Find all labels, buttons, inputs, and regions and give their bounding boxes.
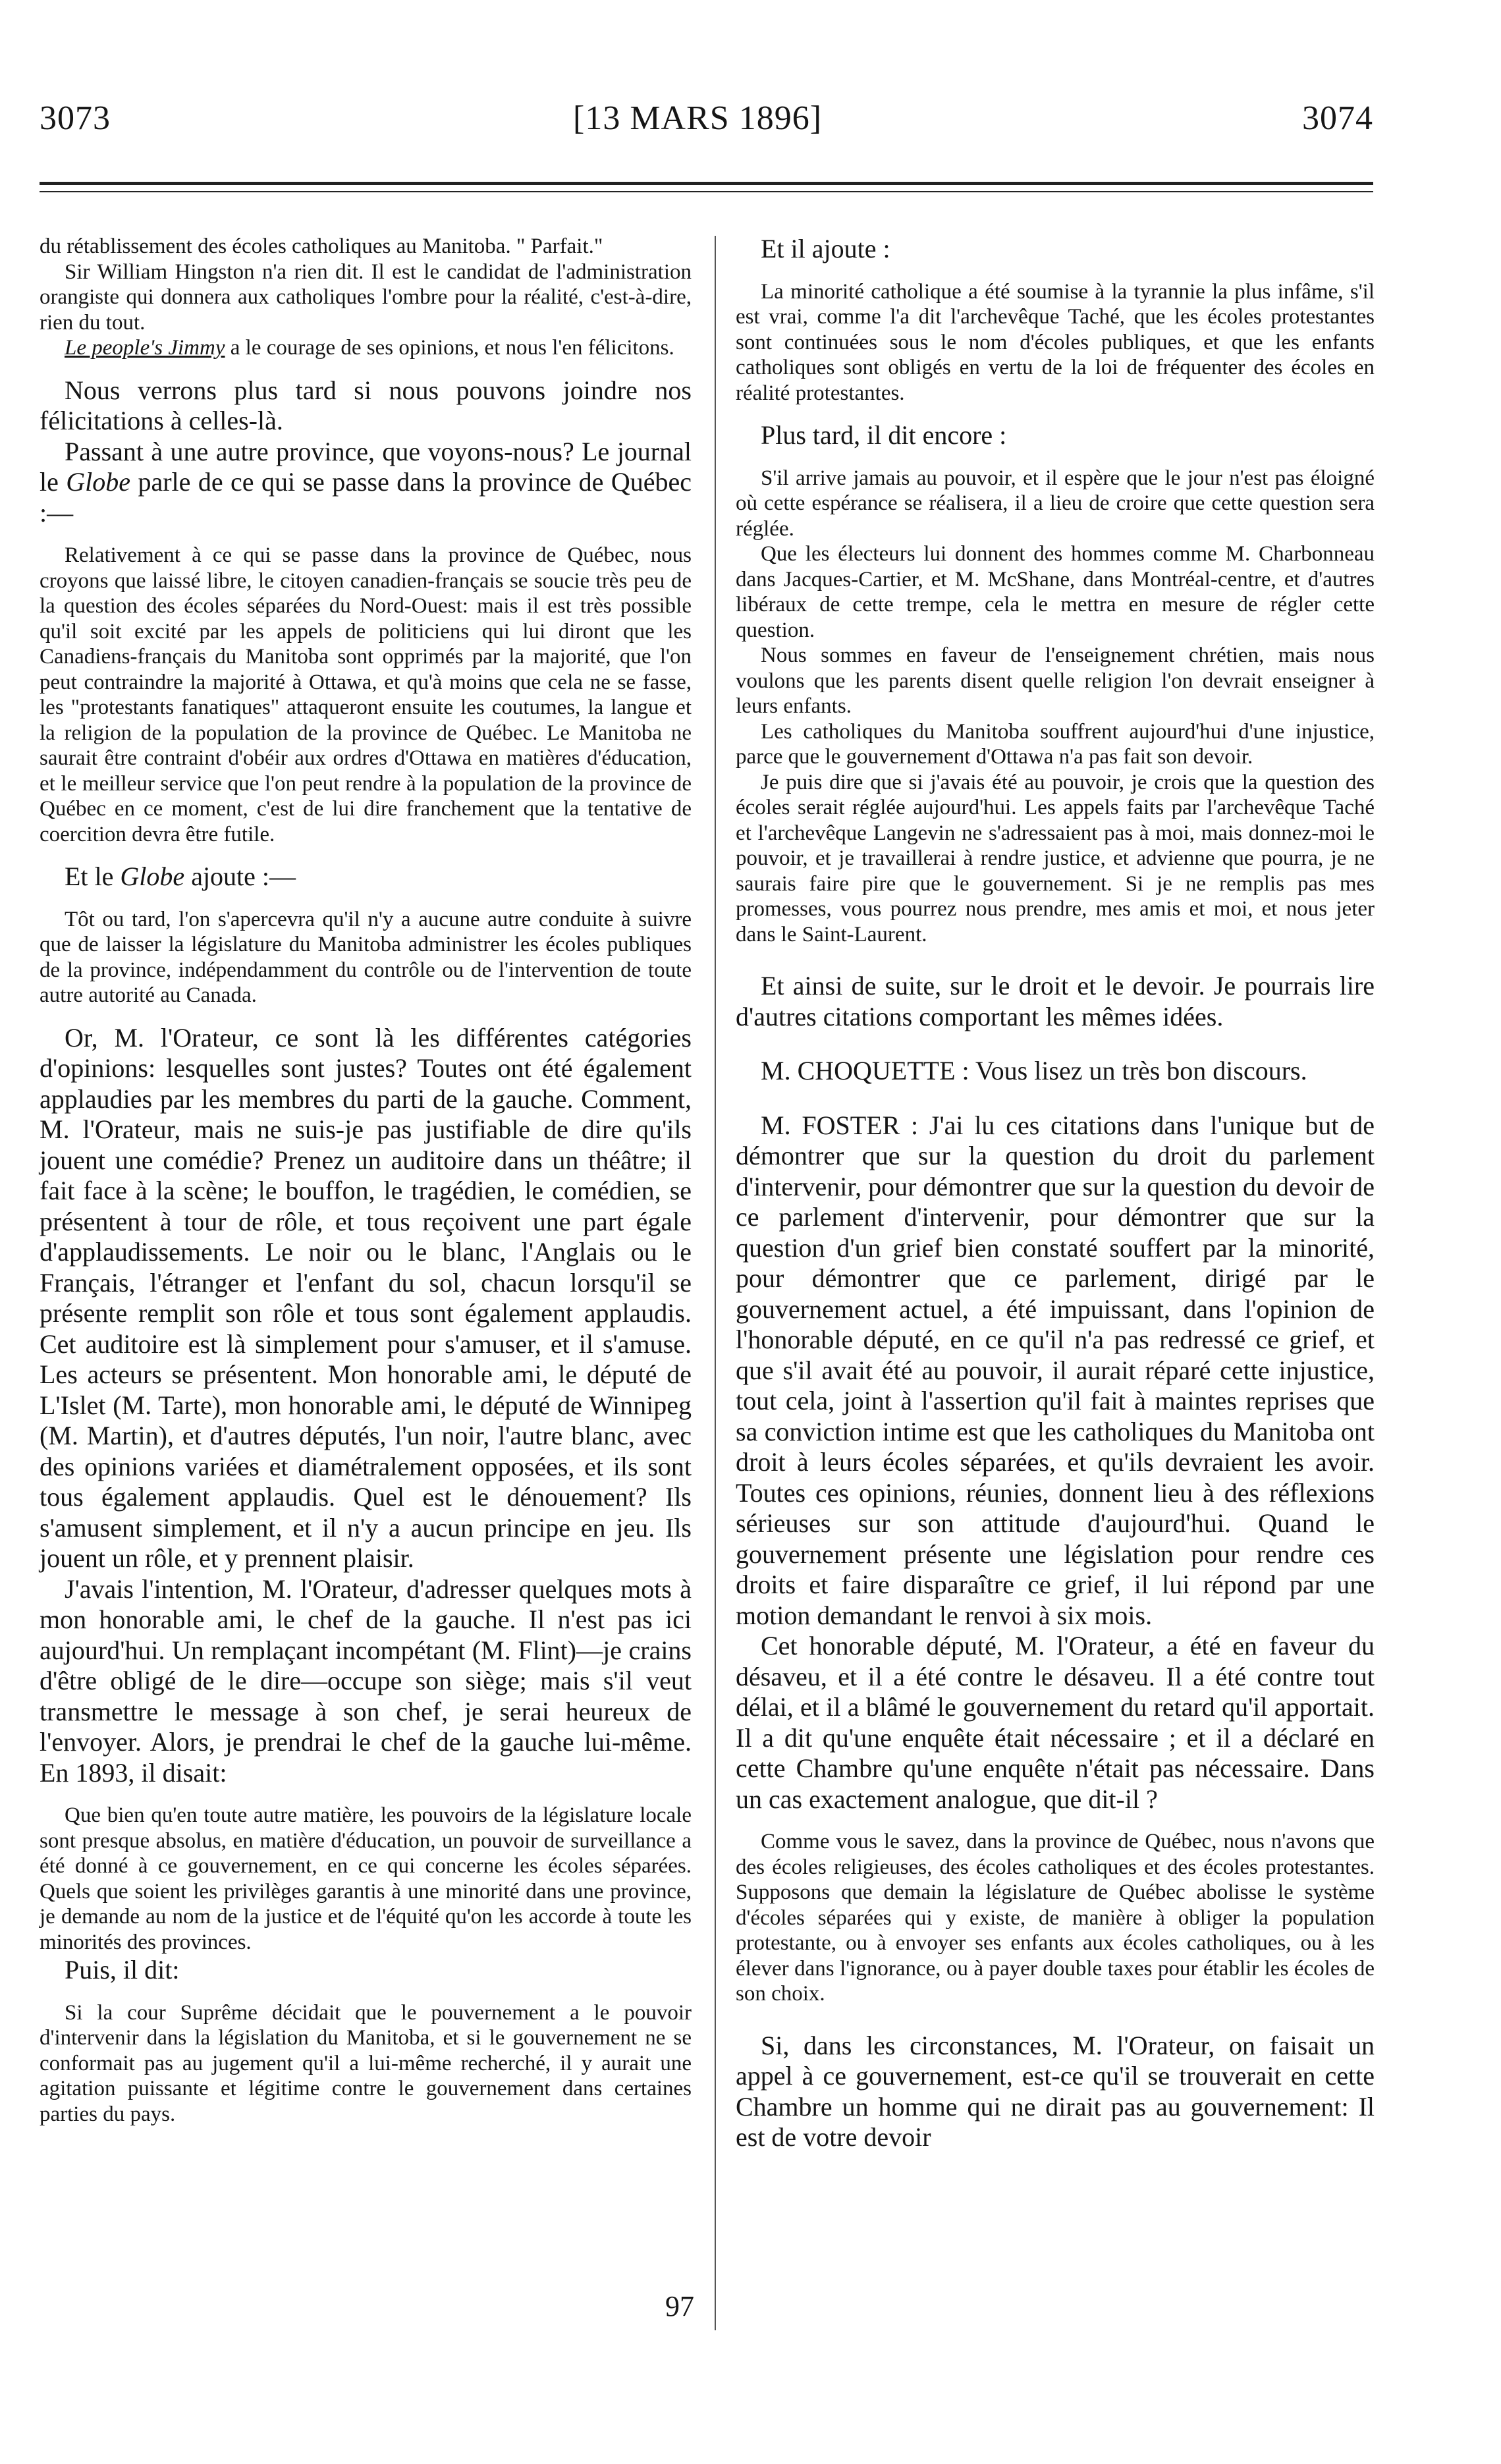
speaker-name: M. FOSTER : — [761, 1110, 919, 1140]
paragraph — [40, 862, 692, 892]
block-quote: Comme vous le savez, dans la province de Québec, nous n'avons que des écoles religieuses, des écoles catholiques et des écoles protestantes. Supposons que demain la législature de Québec abolisse le système d'écoles séparées qui y existe, de manière à obliger la population protestante, ou à envoyer ses enfants aux écoles catholiques, ou à les élever dans l'ignorance, ou à payer double taxes pour établir les écoles de son choix. — [736, 1830, 1375, 2006]
text-run: Vous lisez un très bon discours. — [969, 1056, 1307, 1085]
text-run: parle de ce qui se passe dans la province de Québec :— — [40, 467, 692, 528]
paragraph — [40, 335, 692, 361]
block-quote: S'il arrive jamais au pouvoir, et il espère que le jour n'est pas éloigné où cette espérance se réalisera, il a lieu de croire que cette question sera réglée. — [736, 466, 1375, 541]
header-rule-thick — [40, 182, 1373, 185]
paragraph: Plus tard, il dit encore : — [761, 420, 1007, 450]
header-rule-thin — [40, 191, 1373, 192]
header-date: [13 MARS 1896] — [573, 99, 823, 137]
page-number-right: 3074 — [1302, 99, 1373, 137]
paragraph — [736, 1110, 1375, 1631]
paragraph: Cet honorable député, M. l'Orateur, a été en faveur du désaveu, et il a été contre le désaveu. Il a été contre tout délai, et il a blâmé le gouvernement du retard qu'il apportait. Il a dit qu'une enquête était nécessaire ; et il a déclaré en cette Chambre qu'une enquête n'était pas nécessaire. Dans un cas exactement analogue, que dit-il ? — [736, 1631, 1375, 1814]
page-number-left: 3073 — [40, 99, 111, 137]
block-quote: La minorité catholique a été soumise à la tyrannie la plus infâme, s'il est vrai, comme l'a dit l'archevêque Taché, que les écoles protestantes sont continuées sous le nom d'écoles publiques, et que les enfants catholiques sont obligés en vertu de la loi de fréquenter des écoles en réalité protestantes. — [736, 279, 1375, 405]
paragraph: Puis, il dit: — [65, 1955, 180, 1985]
paragraph — [40, 437, 692, 529]
block-quote: Je puis dire que si j'avais été au pouvoir, je crois que la question des écoles serait réglée aujourd'hui. Les appels faits par l'archevêque Taché et l'archevêque Langevin ne s'adressaient pas à moi, mais donnez-moi le pouvoir, et je travaillerai à rendre justice, et advienne que pourra, je ne saurais faire pire que le gouvernement. Si je ne remplis pas mes promesses, vous pourrez nous prendre, mes amis et moi, et nous jeter dans le Saint-Laurent. — [736, 770, 1375, 946]
paragraph: Nous verrons plus tard si nous pouvons joindre nos félicitations à celles-là. — [40, 375, 692, 435]
block-quote: Relativement à ce qui se passe dans la province de Québec, nous croyons que laissé libre, le citoyen canadien-français se soucie très peu de la question des écoles séparées du Nord-Ouest: mais il est très possible qu'il soit excité par les appels de politiciens qui lui diront que les Canadiens-français du Manitoba sont opprimés par la majorité, que l'on peut contraindre la majorité à Ottawa, et qu'à moins que cela ne se fasse, les "protestants fanatiques" attaqueront ensuite les coutumes, la langue et la religion de la population de la province de Québec. Le Manitoba ne saurait être contraint d'obéir aux ordres d'Ottawa en matières d'éducation, et le meilleur service que l'on peut rendre à la population de la province de Québec en ce moment, c'est de lui dire franchement que la tentative de coercition devra être futile. — [40, 543, 692, 846]
text-run: Et le — [65, 862, 121, 891]
block-quote: Que bien qu'en toute autre matière, les pouvoirs de la législature locale sont presque absolus, en matière d'éducation, un pouvoir de surveillance a été donné à ce gouvernement, en ce qui concerne les écoles séparées. Quels que soient les privilèges garantis à une minorité dans une province, je demande au nom de la justice et de l'équité qu'on les accorde à toute les minorités des provinces. — [40, 1803, 692, 1954]
text-run: J'ai lu ces citations dans l'unique but de démontrer que sur la question du droit du parlement d'intervenir, pour démontrer que sur la question du devoir de ce parlement d'intervenir, pour démontrer que sur la question d'un grief bien constaté souffert par la minorité, pour démontrer que ce parlement, dirigé par le gouvernement actuel, a été impuissant, dans l'opinion de l'honorable député, en ce qu'il n'a pas redressé ce grief, et que s'il avait été au pouvoir, il aurait réparé cette injustice, tout cela, joint à l'assertion qu'il fait à maintes reprises que sa conviction intime est que les catholiques du Manitoba ont droit à leurs écoles séparées, et qu'ils devraient les avoir. Toutes ces opinions, réunies, donnent lieu à des réflexions sérieuses sur son attitude d'aujourd'hui. Quand le gouvernement présente une législation pour rendre ces droits et faire disparaître ce grief, il lui répond par une motion demandant le renvoi à six mois. — [736, 1110, 1375, 1630]
block-quote: Nous sommes en faveur de l'enseignement chrétien, mais nous voulons que les parents disent quelle religion l'on devrait enseigner à leurs enfants. — [736, 643, 1375, 718]
signature-mark: 97 — [665, 2290, 694, 2322]
block-quote: Si la cour Suprême décidait que le pouvernement a le pouvoir d'intervenir dans la législation du Manitoba, et si le gouvernement ne se conformait pas au jugement qu'il a lui-même recherché, il y aurait une agitation puissante et légitime contre le gouvernement dans certaines parties du pays. — [40, 2000, 692, 2126]
right-column — [736, 234, 1375, 2153]
column-divider — [715, 236, 716, 2330]
italic-text: Le people's Jimmy — [65, 336, 225, 360]
paragraph: Or, M. l'Orateur, ce sont là les différentes catégories d'opinions: lesquelles sont justes? Toutes ont été également applaudies par les membres du parti de la gauche. Comment, M. l'Orateur, mais ne suis-je pas justifiable de dire qu'ils jouent une comédie? Prenez un auditoire dans un théâtre; il fait face à la scène; le bouffon, le tragédien, le comédien, se présentent à tour de rôle, et tous reçoivent une part égale d'applaudissements. Le noir ou le blanc, l'Anglais ou le Français, l'étranger et l'enfant du sol, chacun lorsqu'il se présente remplit son rôle et tous sont également applaudis. Cet auditoire est là simplement pour s'amuser, et il s'amuse. Les acteurs se présentent. Mon honorable ami, le député de L'Islet (M. Tarte), mon honorable ami, le député de Winnipeg (M. Martin), et d'autres députés, l'un noir, l'autre blanc, avec des opinions variées et diamétralement opposées, et ils sont tous également applaudis. Quel est le dénouement? Ils s'amusent simplement, et il n'y a aucun principe en jeu. Ils jouent un rôle, et y prennent plaisir. — [40, 1022, 692, 1573]
block-quote: Les catholiques du Manitoba souffrent aujourd'hui d'une injustice, parce que le gouvernement d'Ottawa n'a pas fait son devoir. — [736, 719, 1375, 769]
paragraph: J'avais l'intention, M. l'Orateur, d'adresser quelques mots à mon honorable ami, le chef de la gauche. Il n'est pas ici aujourd'hui. Un remplaçant incompétant (M. Flint)—je crains d'être obligé de le dire—occupe son siège; mais s'il veut transmettre le message à son chef, je serai heureux de l'envoyer. Alors, je prendrai le chef de la gauche lui-même. En 1893, il disait: — [40, 1574, 692, 1788]
paragraph: Et ainsi de suite, sur le droit et le devoir. Je pourrais lire d'autres citations comportant les mêmes idées. — [736, 971, 1375, 1031]
text-run: a le courage de ses opinions, et nous l'en félicitons. — [225, 336, 674, 360]
paragraph — [736, 1056, 1375, 1087]
speaker-name: M. CHOQUETTE : — [761, 1056, 969, 1085]
text-run: Passant à une autre province, que voyons-nous? Le journal le — [40, 436, 692, 497]
paragraph: Et il ajoute : — [761, 234, 890, 263]
page-header — [40, 99, 1373, 151]
block-quote: Tôt ou tard, l'on s'apercevra qu'il n'y a aucune autre conduite à suivre que de laisser la législature du Manitoba administrer les écoles publiques de la province, indépendamment du contrôle ou de l'intervention de toute autre autorité au Canada. — [40, 907, 692, 1007]
paragraph: Sir William Hingston n'a rien dit. Il est le candidat de l'administration orangiste qui donnera aux catholiques l'ombre pour la réalité, c'est-à-dire, rien du tout. — [40, 260, 692, 335]
paragraph: Si, dans les circonstances, M. l'Orateur, on faisait un appel à ce gouvernement, est-ce qu'il se trouverait en cette Chambre un homme qui ne dirait pas au gouvernement: Il est de votre devoir — [736, 2030, 1375, 2152]
italic-text: Globe — [66, 467, 131, 497]
left-column — [40, 234, 692, 2127]
block-quote: Que les électeurs lui donnent des hommes comme M. Charbonneau dans Jacques-Cartier, et M. McShane, dans Montréal-centre, et d'autres libéraux de cette trempe, cela le mettra en mesure de régler cette question. — [736, 542, 1375, 642]
text-run: ajoute :— — [184, 862, 296, 891]
italic-text: Globe — [120, 862, 185, 891]
paragraph: du rétablissement des écoles catholiques au Manitoba. " Parfait." — [40, 234, 603, 258]
